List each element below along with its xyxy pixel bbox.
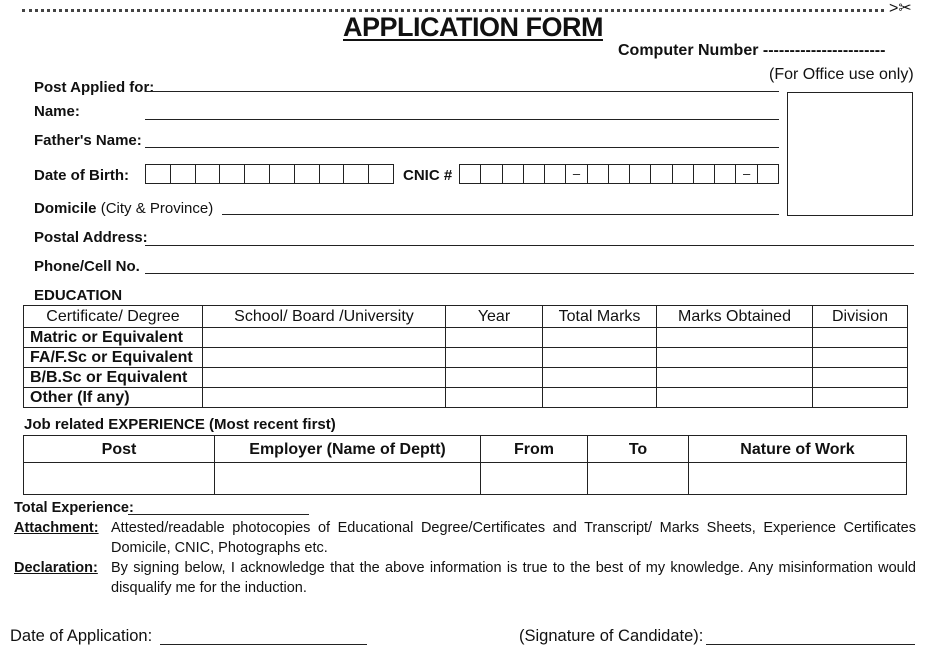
total-experience-field[interactable]: [128, 514, 309, 515]
col-total-marks: Total Marks: [543, 306, 657, 328]
col-school: School/ Board /University: [203, 306, 446, 328]
col-from: From: [481, 436, 588, 463]
col-division: Division: [813, 306, 908, 328]
cnic-boxes[interactable]: – –: [459, 164, 779, 184]
col-year: Year: [446, 306, 543, 328]
signature-label: (Signature of Candidate):: [519, 627, 704, 645]
experience-heading: Job related EXPERIENCE (Most recent first): [24, 416, 336, 433]
cnic-label: CNIC #: [403, 167, 453, 184]
dob-boxes[interactable]: [145, 164, 394, 184]
office-use-note: (For Office use only): [769, 66, 914, 83]
date-of-application-label: Date of Application:: [10, 627, 153, 645]
father-name-label: Father's Name:: [34, 132, 142, 149]
phone-label: Phone/Cell No.: [34, 258, 140, 275]
declaration-text: By signing below, I acknowledge that the above information is true to the best of my knowledge. Any misinformation would disqualify me for the induction.: [111, 560, 916, 596]
row-label: Matric or Equivalent: [24, 328, 203, 348]
col-to: To: [588, 436, 689, 463]
postal-address-field[interactable]: [145, 245, 914, 246]
phone-field[interactable]: [145, 273, 914, 274]
attachment-text: Attested/readable photocopies of Educational Degree/Certificates and Transcript/ Marks Sheets, Experience Certificates Domicile, CNIC, Photographs etc.: [111, 520, 916, 556]
scissors-icon: >✂: [889, 0, 912, 17]
col-certificate: Certificate/ Degree: [24, 306, 203, 328]
table-row: [24, 328, 908, 348]
signature-field[interactable]: [706, 644, 915, 645]
father-name-field[interactable]: [145, 147, 779, 148]
form-title: APPLICATION FORM: [343, 12, 603, 42]
row-label: FA/F.Sc or Equivalent: [24, 348, 203, 368]
name-label: Name:: [34, 103, 80, 120]
table-row: [24, 348, 908, 368]
declaration-label: Declaration:: [14, 560, 98, 576]
row-label: Other (If any): [24, 388, 203, 408]
experience-table: [23, 435, 907, 495]
col-post: Post: [24, 436, 215, 463]
dob-label: Date of Birth:: [34, 167, 129, 184]
education-header-row: [24, 306, 908, 328]
post-applied-field[interactable]: [145, 91, 779, 92]
domicile-label: Domicile (City & Province): [34, 200, 214, 217]
col-marks-obtained: Marks Obtained: [657, 306, 813, 328]
experience-header-row: [24, 436, 907, 463]
attachment-label: Attachment:: [14, 520, 99, 536]
row-label: B/B.Sc or Equivalent: [24, 368, 203, 388]
date-of-application-field[interactable]: [160, 644, 367, 645]
table-row: [24, 463, 907, 495]
col-nature-of-work: Nature of Work: [689, 436, 907, 463]
table-row: [24, 388, 908, 408]
col-employer: Employer (Name of Deptt): [215, 436, 481, 463]
computer-number-label: Computer Number -----------------------: [618, 42, 886, 59]
name-field[interactable]: [145, 119, 779, 120]
domicile-field[interactable]: [222, 214, 779, 215]
photo-box: [787, 92, 913, 216]
table-row: [24, 368, 908, 388]
education-heading: EDUCATION: [34, 287, 123, 304]
total-experience-label: Total Experience:: [14, 500, 134, 516]
postal-address-label: Postal Address:: [34, 229, 148, 246]
post-applied-label: Post Applied for:: [34, 79, 155, 96]
education-table: [23, 305, 908, 408]
